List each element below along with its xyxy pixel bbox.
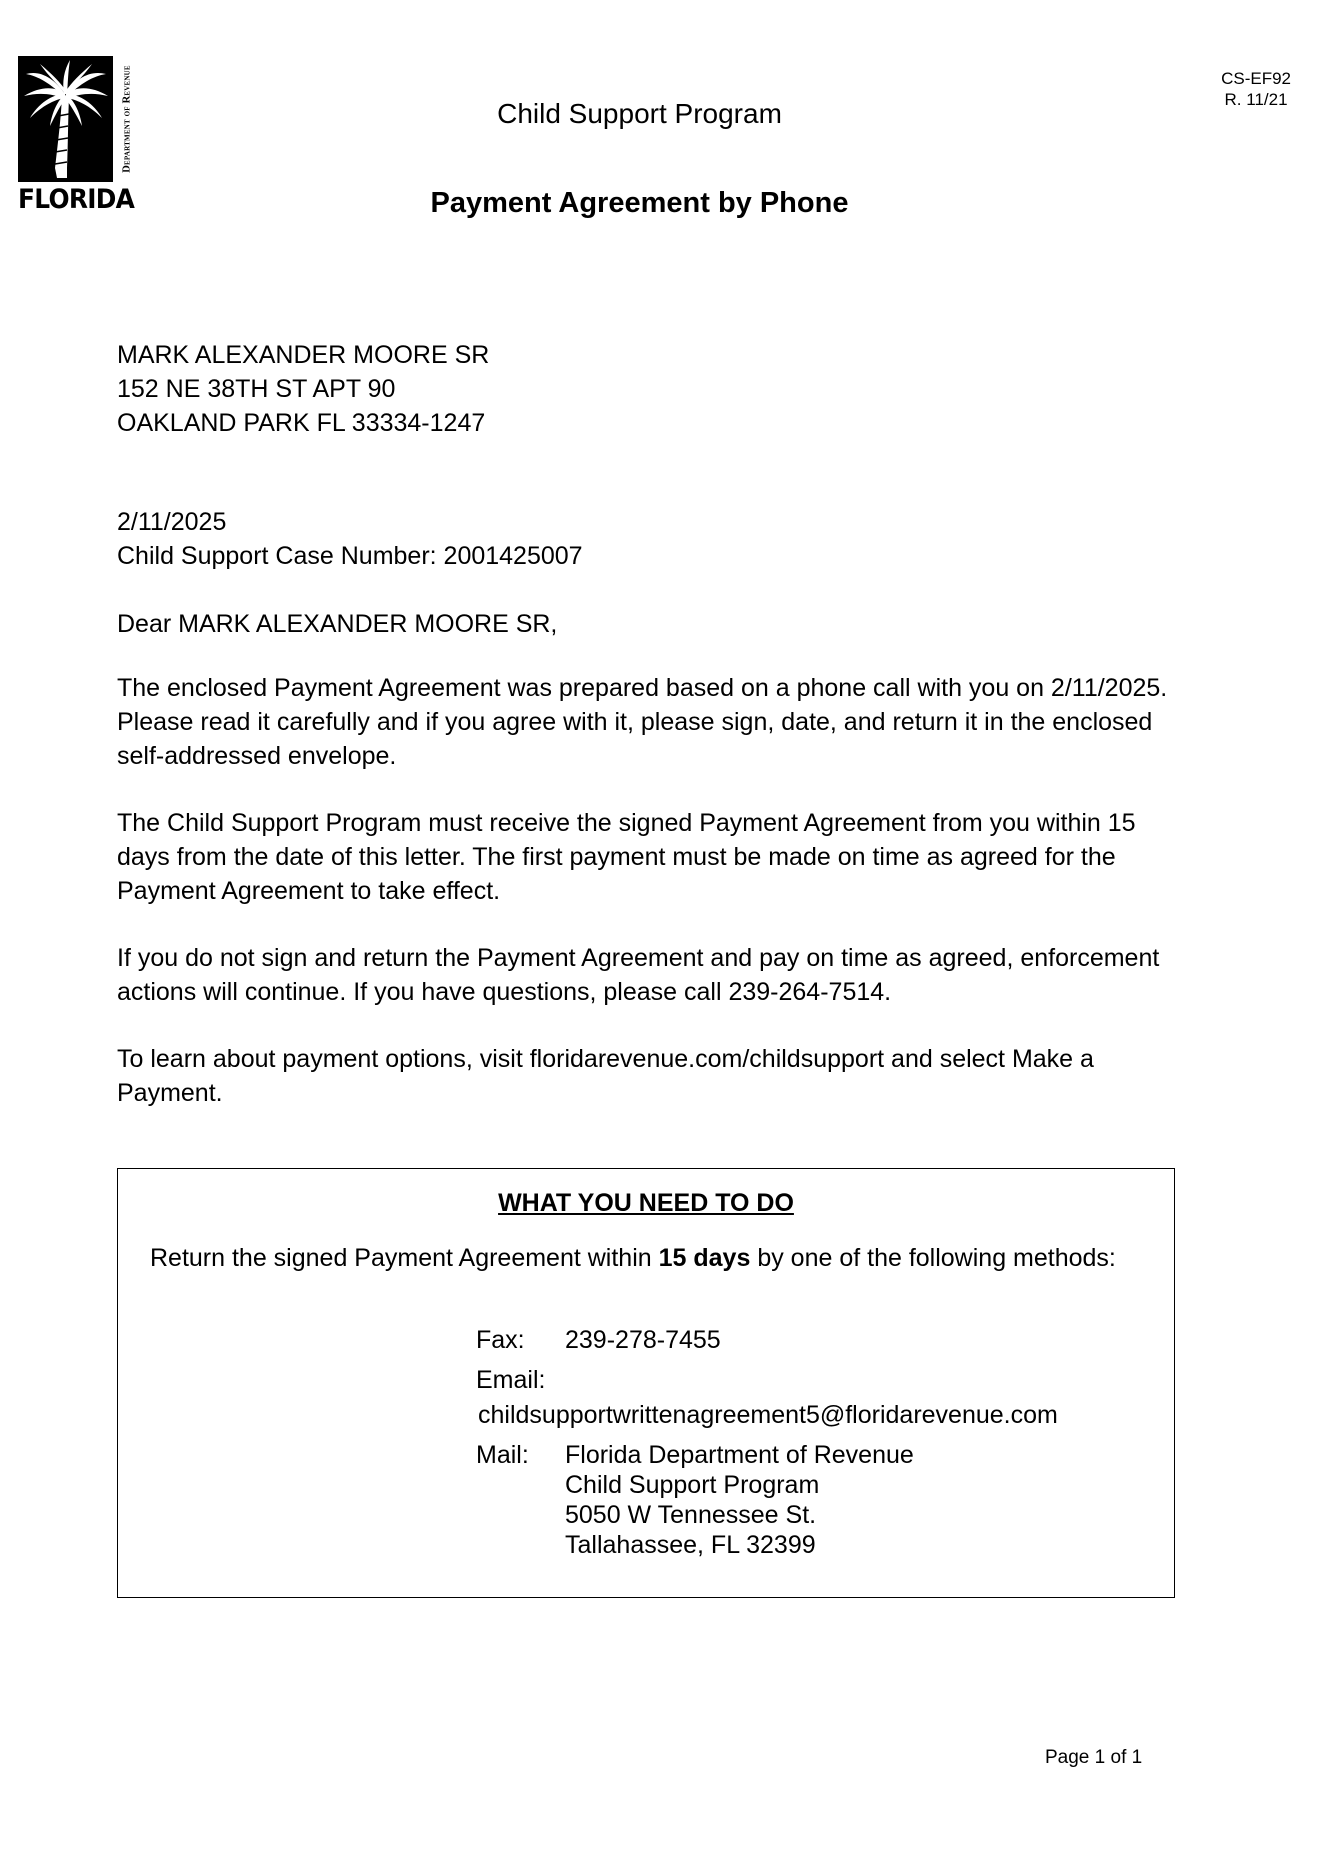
document-title: Payment Agreement by Phone <box>430 187 849 219</box>
recipient-address <box>117 338 489 440</box>
salutation: Dear MARK ALEXANDER MOORE SR, <box>117 610 558 638</box>
logo-department-text: Department of Revenue <box>121 65 133 173</box>
form-number: CS-EF92 <box>1221 69 1291 88</box>
mail-label: Mail: <box>476 1441 529 1469</box>
mail-address-line: Tallahassee, FL 32399 <box>565 1531 816 1559</box>
mail-address-line: Child Support Program <box>565 1471 820 1499</box>
instructions-heading: WHAT YOU NEED TO DO <box>498 1189 794 1217</box>
instructions-text <box>150 1241 1130 1275</box>
letter-date-block <box>117 505 583 573</box>
letter-paragraph: The Child Support Program must receive the signed Payment Agreement from you within 15 days from the date of this letter. The first payment must be made on time as agreed for the Payment Agreement to take effect. <box>117 809 1136 905</box>
letter-paragraph: The enclosed Payment Agreement was prepared based on a phone call with you on 2/11/2025. Please read it carefully and if you agree with it, please sign, date, and return it in the enclosed self-addressed envelope. <box>117 674 1168 770</box>
recipient-street: 152 NE 38TH ST APT 90 <box>117 375 396 403</box>
instructions-box <box>117 1168 1175 1598</box>
email-label: Email: <box>476 1366 546 1394</box>
form-revision: R. 11/21 <box>1224 90 1288 109</box>
recipient-city-state-zip: OAKLAND PARK FL 33334-1247 <box>117 409 486 437</box>
instructions-text-end: by one of the following methods: <box>750 1244 1116 1272</box>
page-number: Page 1 of 1 <box>1045 1747 1143 1768</box>
letter-paragraph: If you do not sign and return the Payment Agreement and pay on time as agreed, enforcement actions will continue. If you have questions, please call 239-264-7514. <box>117 944 1160 1006</box>
email-address: childsupportwrittenagreement5@floridarevenue.com <box>478 1401 1058 1429</box>
instructions-text-start: Return the signed Payment Agreement within <box>150 1244 659 1272</box>
recipient-name: MARK ALEXANDER MOORE SR <box>117 341 490 369</box>
letter-paragraph: To learn about payment options, visit floridarevenue.com/childsupport and select Make a Payment. <box>117 1045 1094 1107</box>
fax-label: Fax: <box>476 1326 525 1354</box>
case-number: Child Support Case Number: 2001425007 <box>117 542 583 570</box>
deadline-days: 15 days <box>658 1244 751 1272</box>
program-name: Child Support Program <box>497 98 782 129</box>
mail-address-line: Florida Department of Revenue <box>565 1441 914 1469</box>
fax-number: 239-278-7455 <box>565 1326 721 1354</box>
mail-address <box>565 1440 914 1560</box>
letter-date: 2/11/2025 <box>117 508 227 536</box>
logo-wordmark: FLORIDA <box>18 184 135 215</box>
mail-address-line: 5050 W Tennessee St. <box>565 1501 817 1529</box>
